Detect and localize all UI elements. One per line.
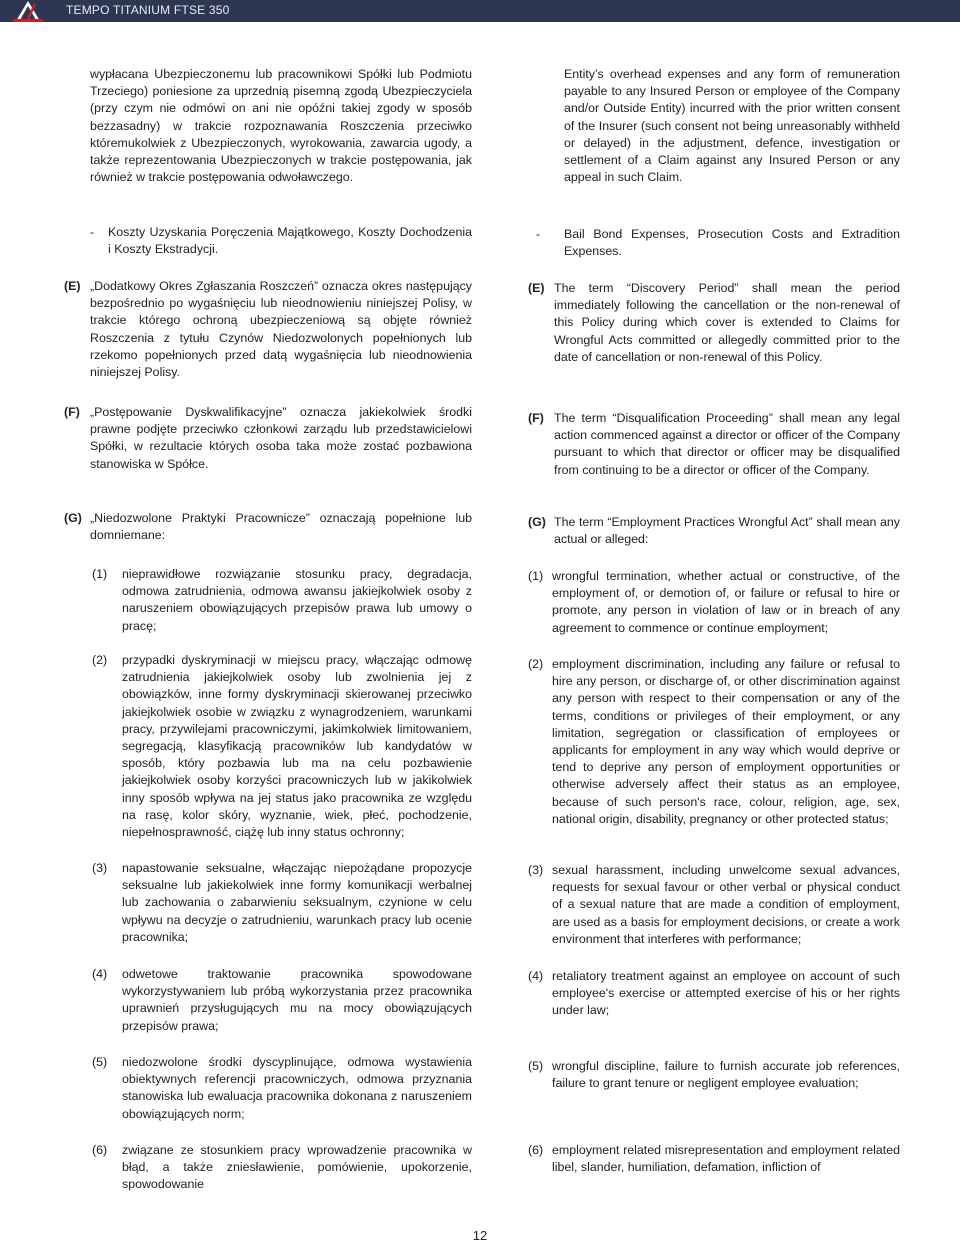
en-f-label: (F)	[528, 411, 544, 425]
pl-e-label: (E)	[64, 279, 81, 293]
en-item-2	[528, 656, 900, 828]
en-bullet-text: Bail Bond Expenses, Prosecution Costs and Extradition Expenses.	[564, 227, 900, 259]
pl-item-1	[92, 566, 472, 635]
en-definition-g	[528, 514, 900, 548]
pl-item-number: (4)	[92, 967, 108, 981]
en-item-number: (6)	[528, 1143, 544, 1157]
en-item-number: (1)	[528, 569, 544, 583]
en-f-text: The term “Disqualification Proceeding” shall mean any legal action commenced against a director or officer of the Company pursuant to which that director or officer may be disqualified from continuing to be a director or officer of the Company.	[554, 411, 900, 477]
pl-bullet	[90, 224, 472, 258]
pl-f-text: „Postępowanie Dyskwalifikacyjne” oznacza jakiekolwiek środki prawne podjęte przeciwko członkowi zarządu lub przedstawicielowi Spółki, w rezultacie których osoba taka może zostać pozbawiona stanowiska w Spółce.	[90, 405, 472, 471]
en-g-label: (G)	[528, 515, 546, 529]
en-item-number: (3)	[528, 863, 544, 877]
pl-item-number: (1)	[92, 567, 108, 581]
en-g-text: The term “Employment Practices Wrongful Act” shall mean any actual or alleged:	[554, 515, 900, 547]
en-e-text: The term “Discovery Period” shall mean the period immediately following the cancellation or the non-renewal of this Policy during which cover is extended to Claims for Wrongful Acts committed or allegedly committed prior to the date of cancellation or non-renewal of this Policy.	[554, 281, 900, 364]
pl-g-text: „Niedozwolone Praktyki Pracownicze” oznaczają popełnione lub domniemane:	[90, 511, 472, 543]
pl-definition-f	[64, 404, 472, 473]
en-e-label: (E)	[528, 281, 545, 295]
pl-g-label: (G)	[64, 511, 82, 525]
pl-item-number: (6)	[92, 1143, 108, 1157]
pl-item-text: związane ze stosunkiem pracy wprowadzenie pracownika w błąd, a także zniesławienie, pomówienie, upokorzenie, spowodowanie	[122, 1143, 472, 1192]
pl-item-5	[92, 1054, 472, 1123]
en-intro-paragraph: Entity’s overhead expenses and any form of remuneration payable to any Insured Person or employee of the Company and/or Outside Entity) incurred with the prior written consent of the Insurer (such consent not being unreasonably withheld or delayed) in the adjustment, defence, investigation or settlement of a Claim against any Insured Person or any appeal in such Claim.	[564, 67, 900, 185]
en-definition-f	[528, 410, 900, 479]
en-item-text: wrongful termination, whether actual or constructive, of the employment of, or demotion of, or failure or refusal to hire or promote, any person in violation of law or in breach of any agreement to commence or continue employment;	[552, 569, 900, 635]
pl-item-3	[92, 860, 472, 946]
pl-item-number: (5)	[92, 1055, 108, 1069]
pl-intro-paragraph: wypłacana Ubezpieczonemu lub pracownikowi Spółki lub Podmiotu Trzeciego) poniesione za uprzednią pisemną zgodą Ubezpieczyciela (przy czym nie odmówi on ani nie opóźni takiej zgody w sposób bezzasadny) w trakcie rozpoznawania Roszczenia przeciwko któremukolwiek z Ubezpieczonych, wyrokowania, zawarcia ugody, a także reprezentowania Ubezpieczonych w trakcie postępowania, jak również w trakcie postępowania odwoławczego.	[90, 67, 472, 185]
pl-bullet-text: Koszty Uzyskania Poręczenia Majątkowego, Koszty Dochodzenia i Koszty Ekstradycji.	[108, 225, 472, 257]
pl-f-label: (F)	[64, 405, 80, 419]
en-item-number: (2)	[528, 657, 544, 671]
en-item-3	[528, 862, 900, 948]
pl-item-text: niedozwolone środki dyscyplinujące, odmowa wystawienia obiektywnych referencji pracowniczych, odmowa przyznania stanowiska lub ewaluacja pracownika dokonana z naruszeniem obowiązujących norm;	[122, 1055, 472, 1121]
pl-item-text: odwetowe traktowanie pracownika spowodowane wykorzystywaniem lub próbą wykorzystania przez pracownika uprawnień przysługujących mu na mocy obowiązujących przepisów prawa;	[122, 967, 472, 1033]
pl-item-text: napastowanie seksualne, włączając niepożądane propozycje seksualne lub jakiekolwiek inne formy komunikacji werbalnej lub zachowania o zabarwieniu seksualnym, czynione w celu wpływu na decyzje o zatrudnieniu, warunkach pracy lub ocenie pracownika;	[122, 861, 472, 944]
page-number: 12	[472, 1228, 488, 1243]
en-item-text: employment discrimination, including any failure or refusal to hire any person, or discharge of, or other discrimination against any person with respect to their compensation or any of the terms, conditions or privileges of their employment, or any limitation, segregation or classification of employees or applicants for employment in any way which would deprive or tend to deprive any person of employment opportunities or otherwise adversely affect their status as an employee, because of such person's race, colour, religion, age, sex, national origin, disability, pregnancy or other protected status;	[552, 657, 900, 826]
pl-definition-e	[64, 278, 472, 381]
en-definition-e	[528, 280, 900, 366]
pl-item-text: przypadki dyskryminacji w miejscu pracy, włączając odmowę zatrudnienia jakiejkolwiek osoby lub zwolnienia jej z obowiązków, inne formy dyskryminacji skierowanej przeciwko jakiejkolwiek osobie w związku z wynagrodzeniem, warunkami pracy, przywilejami pracowniczymi, jakimkolwiek limitowaniem, segregacją, klasyfikacją pracowników lub kandydatów w sposób, który pozbawia lub ma na celu pozbawienie jakiejkolwiek osoby korzyści pracowniczych lub w jakikolwiek inny sposób wpływa na jej status jako pracownika ze względu na rasę, kolor skóry, wyznanie, wiek, płeć, pochodzenie, niepełnosprawność, ciążę lub inny status ochronny;	[122, 653, 472, 840]
en-item-text: employment related misrepresentation and employment related libel, slander, humiliation, defamation, infliction of	[552, 1143, 900, 1175]
metronome-logo-icon	[4, 0, 52, 22]
pl-item-text: nieprawidłowe rozwiązanie stosunku pracy, degradacja, odmowa zatrudnienia, odmowa awansu jakiejkolwiek osoby z naruszeniem obowiązujących przepisów prawa lub umowy o pracę;	[122, 567, 472, 633]
en-item-number: (5)	[528, 1059, 544, 1073]
en-item-text: retaliatory treatment against an employee on account of such employee's exercise or attempted exercise of his or her rights under law;	[552, 969, 900, 1018]
en-item-1	[528, 568, 900, 637]
en-e-text-wrap	[528, 280, 900, 366]
en-bullet	[536, 226, 900, 260]
en-item-6	[528, 1142, 900, 1176]
en-bullet-dash: -	[536, 227, 541, 241]
pl-e-text: „Dodatkowy Okres Zgłaszania Roszczeń” oznacza okres następujący bezpośrednio po wygaśnięciu lub nieodnowieniu niniejszej Polisy, w trakcie którego ochroną ubezpieczeniową są objęte również Roszczenia z tytułu Czynów Niedozwolonych popełnionych lub rzekomo popełnionych przed datą wygaśnięcia lub nieodnowienia niniejszej Polisy.	[90, 279, 472, 380]
en-item-4	[528, 968, 900, 1020]
header-bar	[0, 0, 960, 22]
pl-item-2	[92, 652, 472, 841]
pl-item-number: (2)	[92, 653, 108, 667]
en-item-5	[528, 1058, 900, 1092]
pl-definition-g	[64, 510, 472, 544]
pl-item-4	[92, 966, 472, 1035]
pl-bullet-dash: -	[90, 225, 95, 239]
pl-item-number: (3)	[92, 861, 108, 875]
en-item-number: (4)	[528, 969, 544, 983]
en-item-text: wrongful discipline, failure to furnish accurate job references, failure to grant tenure or negligent employee evaluation;	[552, 1059, 900, 1091]
en-item-text: sexual harassment, including unwelcome sexual advances, requests for sexual favour or other verbal or physical conduct of a sexual nature that are made a condition of employment, are used as a basis for employment decisions, or create a work environment that interferes with performance;	[552, 863, 900, 946]
brand-title: TEMPO TITANIUM FTSE 350	[66, 3, 230, 17]
pl-item-6	[92, 1142, 472, 1194]
